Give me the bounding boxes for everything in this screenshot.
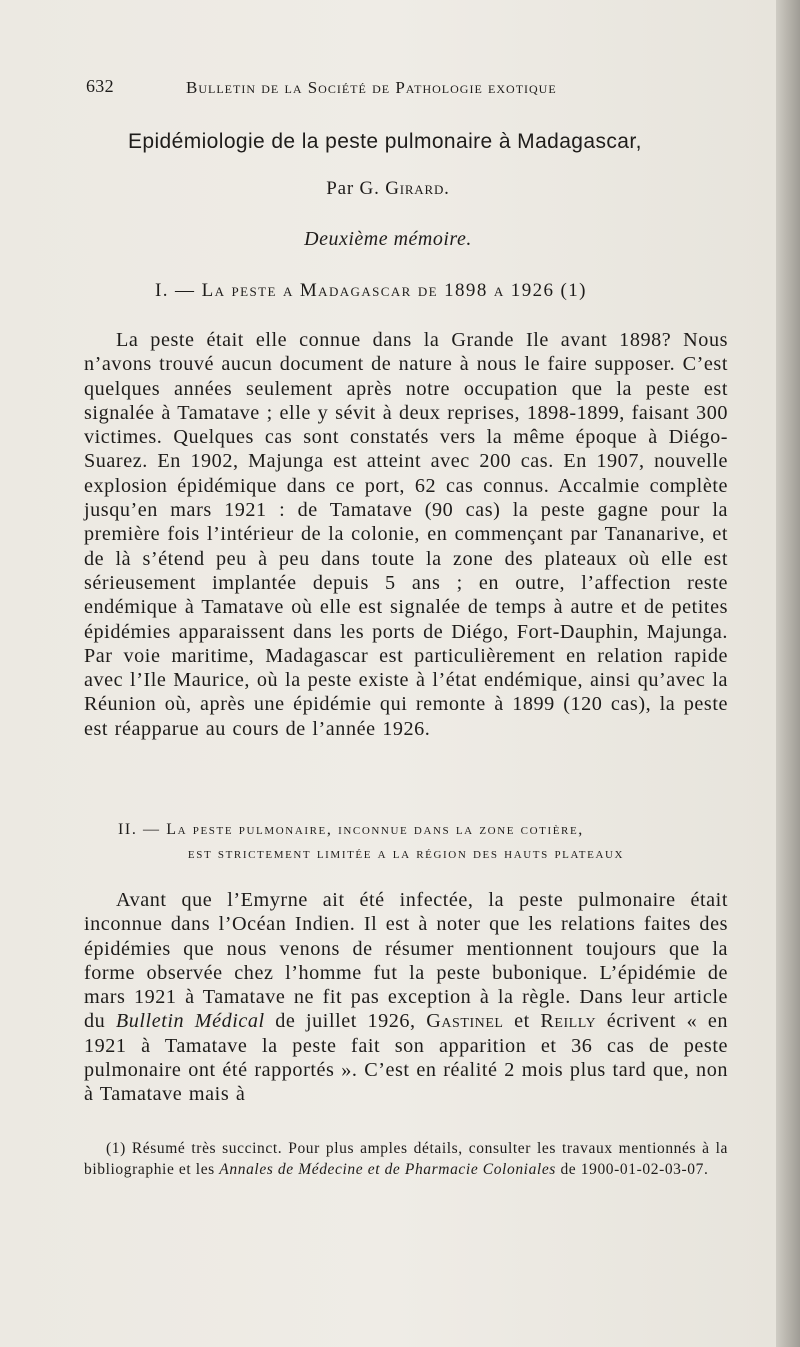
byline-prefix: Par G.: [326, 178, 380, 199]
section-2-paragraph: [84, 888, 728, 1107]
paragraph-text: de juillet 1926,: [275, 1010, 416, 1033]
byline: [0, 178, 776, 200]
footnote-text: (1) Résumé très succinct. Pour plus amples détails, consulter les travaux mentionnés à la bibliographie et les: [84, 1140, 728, 1178]
paragraph-text: Avant que l’Emyrne ait été infectée, la peste pulmonaire était inconnue dans l’Océan Indien. Il est à noter que les relations faites des épidémies que nous venons de résumer mentionnent toujours que la forme observée chez l’homme fut la peste bubonique. L’épidémie de mars 1921 à Tamatave ne fit pas exception à la règle. Dans leur article du: [84, 889, 728, 1033]
footnote-journal-title: Annales de Médecine et de Pharmacie Coloniales: [219, 1161, 556, 1178]
page-edge-shadow: [776, 0, 800, 1347]
footnote-text: de 1900-01-02-03-07.: [560, 1161, 709, 1178]
running-title: Bulletin de la Société de Pathologie exotique: [186, 78, 557, 97]
author-name: Girard.: [385, 178, 450, 199]
section-heading-2-line-1: II. — La peste pulmonaire, inconnue dans la zone cotière,: [118, 821, 584, 838]
section-heading-1: I. — La peste a Madagascar de 1898 a 1926 (1): [155, 280, 587, 301]
memoir-subtitle: Deuxième mémoire.: [304, 228, 472, 250]
page-number: 632: [86, 76, 114, 96]
author-name: Gastinel: [426, 1010, 504, 1033]
article-title: Epidémiologie de la peste pulmonaire à Madagascar,: [128, 130, 642, 153]
author-name: Reilly: [540, 1010, 597, 1033]
paragraph-text: écrivent « en 1921 à Tamatave la peste fait son apparition et 36 cas de peste pulmonaire ont été rapportés ». C’est en réalité 2 mois plus tard que, non à Tamatave mais à: [84, 1010, 728, 1106]
paragraph-text: et: [514, 1010, 530, 1033]
section-heading-2: [84, 818, 728, 866]
section-heading-2-line-2: est strictement limitée a la région des hauts plateaux: [187, 845, 625, 862]
running-header: [86, 76, 726, 102]
section-1-paragraph: La peste était elle connue dans la Grande Ile avant 1898? Nous n’avons trouvé aucun document de nature à nous le faire supposer. C’est quelques années seulement après notre occupation que la peste est signalée à Tamatave ; elle y sévit à deux reprises, 1898-1899, faisant 300 victimes. Quelques cas sont constatés vers la même époque à Diégo-Suarez. En 1902, Majunga est atteint avec 200 cas. En 1907, nouvelle explosion épidémique dans ce port, 62 cas connus. Accalmie complète jusqu’en mars 1921 : de Tamatave (90 cas) la peste gagne pour la première fois l’intérieur de la colonie, en commençant par Tananarive, et de là s’étend peu à peu dans toute la zone des plateaux où elle est sérieusement implantée depuis 5 ans ; en outre, l’affection reste endémique à Tamatave où elle est signalée de temps à autre et de petites épidémies apparaissent dans les ports de Diégo, Fort-Dauphin, Majunga. Par voie maritime, Madagascar est particulièrement en relation rapide avec l’Ile Maurice, où la peste existe à l’état endémique, ainsi qu’avec la Réunion où, après une épidémie qui remonte à 1899 (120 cas), la peste est réapparue au cours de l’année 1926.: [84, 329, 728, 740]
journal-title: Bulletin Médical: [115, 1010, 265, 1033]
footnote: [84, 1138, 728, 1180]
